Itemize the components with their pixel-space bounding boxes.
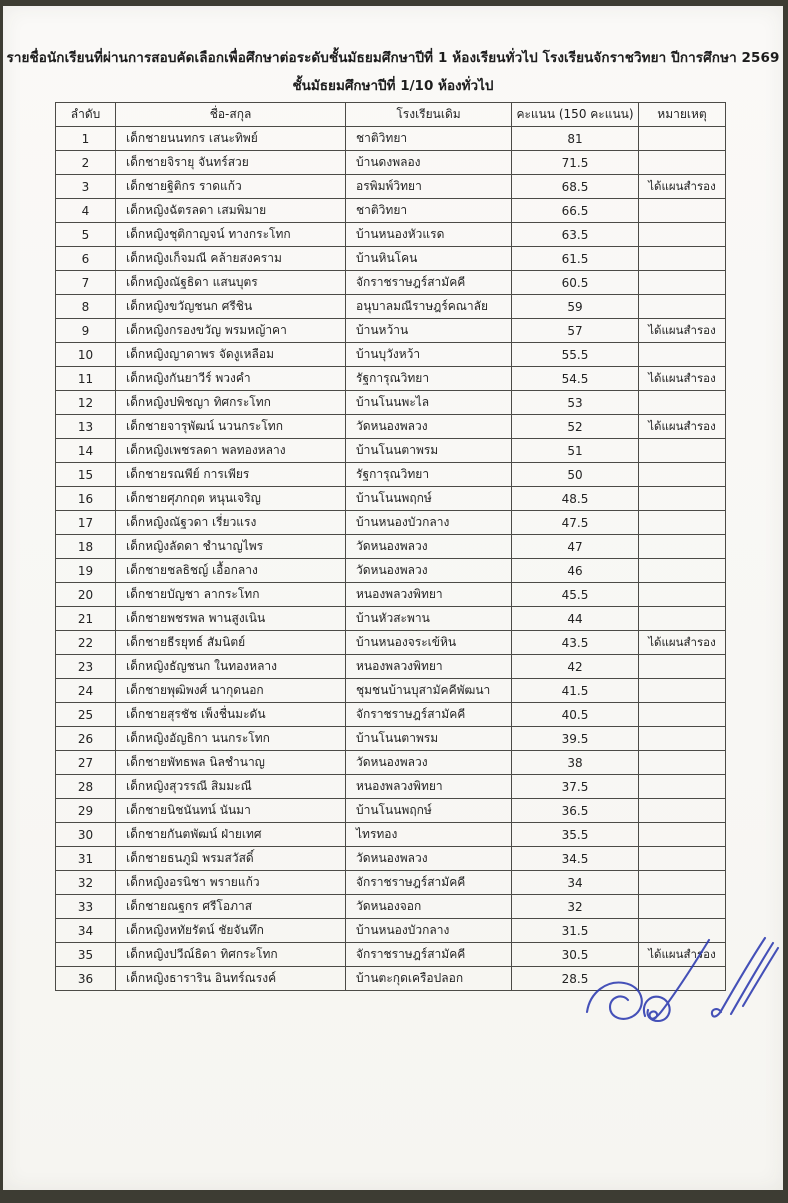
cell-school: บ้านโนนพฤกษ์ xyxy=(346,799,512,823)
table-row xyxy=(56,127,726,151)
cell-school: วัดหนองพลวง xyxy=(346,559,512,583)
cell-school: บ้านหนองบัวกลาง xyxy=(346,511,512,535)
cell-school: วัดหนองพลวง xyxy=(346,751,512,775)
cell-score: 34 xyxy=(512,871,639,895)
cell-score: 66.5 xyxy=(512,199,639,223)
cell-name: เด็กชายธีรยุทธ์ สัมนิตย์ xyxy=(116,631,346,655)
cell-school: หนองพลวงพิทยา xyxy=(346,775,512,799)
cell-score: 42 xyxy=(512,655,639,679)
cell-school: รัฐการุณวิทยา xyxy=(346,463,512,487)
cell-school: บ้านหินโคน xyxy=(346,247,512,271)
cell-remark: ได้แผนสำรอง xyxy=(639,415,726,439)
cell-name: เด็กหญิงอรนิชา พรายแก้ว xyxy=(116,871,346,895)
cell-no: 18 xyxy=(56,535,116,559)
table-row xyxy=(56,751,726,775)
cell-no: 28 xyxy=(56,775,116,799)
cell-remark xyxy=(639,727,726,751)
cell-school: จักราชราษฎร์สามัคคี xyxy=(346,871,512,895)
cell-name: เด็กชายศุภกฤต หนุนเจริญ xyxy=(116,487,346,511)
cell-no: 6 xyxy=(56,247,116,271)
cell-school: รัฐการุณวิทยา xyxy=(346,367,512,391)
table-row xyxy=(56,247,726,271)
cell-name: เด็กหญิงหทัยรัตน์ ชัยจันทึก xyxy=(116,919,346,943)
cell-no: 30 xyxy=(56,823,116,847)
cell-score: 60.5 xyxy=(512,271,639,295)
header-school: โรงเรียนเดิม xyxy=(346,103,512,127)
cell-name: เด็กชายจารุพัฒน์ นวนกระโทก xyxy=(116,415,346,439)
cell-no: 17 xyxy=(56,511,116,535)
cell-score: 54.5 xyxy=(512,367,639,391)
cell-school: จักราชราษฎร์สามัคคี xyxy=(346,703,512,727)
cell-no: 26 xyxy=(56,727,116,751)
cell-school: ชาติวิทยา xyxy=(346,127,512,151)
cell-remark xyxy=(639,559,726,583)
cell-no: 19 xyxy=(56,559,116,583)
table-row xyxy=(56,895,726,919)
table-row xyxy=(56,367,726,391)
cell-remark xyxy=(639,511,726,535)
cell-score: 53 xyxy=(512,391,639,415)
cell-school: วัดหนองพลวง xyxy=(346,535,512,559)
cell-name: เด็กหญิงลัดดา ชำนาญไพร xyxy=(116,535,346,559)
cell-name: เด็กหญิงชุติกาญจน์ ทางกระโทก xyxy=(116,223,346,247)
table-row xyxy=(56,319,726,343)
cell-remark xyxy=(639,343,726,367)
cell-remark xyxy=(639,583,726,607)
cell-remark xyxy=(639,847,726,871)
cell-no: 22 xyxy=(56,631,116,655)
cell-remark xyxy=(639,871,726,895)
cell-name: เด็กชายนนทกร เสนะทิพย์ xyxy=(116,127,346,151)
cell-no: 35 xyxy=(56,943,116,967)
table-row xyxy=(56,703,726,727)
cell-school: ชุมชนบ้านบุสามัคคีพัฒนา xyxy=(346,679,512,703)
cell-no: 5 xyxy=(56,223,116,247)
cell-school: หนองพลวงพิทยา xyxy=(346,655,512,679)
cell-score: 32 xyxy=(512,895,639,919)
cell-school: จักราชราษฎร์สามัคคี xyxy=(346,943,512,967)
cell-no: 11 xyxy=(56,367,116,391)
cell-no: 34 xyxy=(56,919,116,943)
cell-school: บ้านหัวสะพาน xyxy=(346,607,512,631)
cell-no: 36 xyxy=(56,967,116,991)
table-header-row xyxy=(56,103,726,127)
cell-school: วัดหนองพลวง xyxy=(346,847,512,871)
cell-no: 10 xyxy=(56,343,116,367)
cell-school: อนุบาลมณีราษฎร์คณาลัย xyxy=(346,295,512,319)
cell-remark xyxy=(639,439,726,463)
cell-school: บ้านดงพลอง xyxy=(346,151,512,175)
cell-name: เด็กหญิงอัญธิกา นนกระโทก xyxy=(116,727,346,751)
cell-name: เด็กหญิงขวัญชนก ศรีชิน xyxy=(116,295,346,319)
cell-score: 38 xyxy=(512,751,639,775)
cell-remark xyxy=(639,751,726,775)
table-row xyxy=(56,487,726,511)
cell-no: 1 xyxy=(56,127,116,151)
cell-name: เด็กหญิงสุวรรณี สิมมะณี xyxy=(116,775,346,799)
cell-school: บ้านหนองบัวกลาง xyxy=(346,919,512,943)
cell-no: 14 xyxy=(56,439,116,463)
table-row xyxy=(56,199,726,223)
table-row xyxy=(56,295,726,319)
cell-remark: ได้แผนสำรอง xyxy=(639,175,726,199)
cell-score: 51 xyxy=(512,439,639,463)
cell-score: 55.5 xyxy=(512,343,639,367)
table-row xyxy=(56,727,726,751)
cell-no: 33 xyxy=(56,895,116,919)
cell-score: 28.5 xyxy=(512,967,639,991)
cell-remark: ได้แผนสำรอง xyxy=(639,367,726,391)
table-row xyxy=(56,463,726,487)
table-row xyxy=(56,415,726,439)
cell-no: 25 xyxy=(56,703,116,727)
table-row xyxy=(56,439,726,463)
cell-remark xyxy=(639,535,726,559)
cell-name: เด็กหญิงปวีณ์ธิดา ทิศกระโทก xyxy=(116,943,346,967)
student-table xyxy=(55,102,726,991)
cell-score: 41.5 xyxy=(512,679,639,703)
cell-name: เด็กชายรณพีย์ การเพียร xyxy=(116,463,346,487)
cell-school: บ้านหว้าน xyxy=(346,319,512,343)
cell-remark xyxy=(639,919,726,943)
cell-name: เด็กหญิงฉัตรลดา เสมพิมาย xyxy=(116,199,346,223)
cell-score: 30.5 xyxy=(512,943,639,967)
cell-name: เด็กหญิงปพิชญา ทิศกระโทก xyxy=(116,391,346,415)
table-row xyxy=(56,775,726,799)
cell-score: 31.5 xyxy=(512,919,639,943)
table-row xyxy=(56,679,726,703)
cell-no: 20 xyxy=(56,583,116,607)
cell-no: 27 xyxy=(56,751,116,775)
header-no: ลำดับ xyxy=(56,103,116,127)
table-row xyxy=(56,511,726,535)
cell-name: เด็กหญิงธาราริน อินทร์ณรงค์ xyxy=(116,967,346,991)
table-row xyxy=(56,343,726,367)
cell-school: ชาติวิทยา xyxy=(346,199,512,223)
cell-no: 7 xyxy=(56,271,116,295)
cell-name: เด็กหญิงณัฐธิดา แสนบุตร xyxy=(116,271,346,295)
document-subtitle: ชั้นมัธยมศึกษาปีที่ 1/10 ห้องทั่วไป xyxy=(292,78,494,94)
cell-score: 52 xyxy=(512,415,639,439)
cell-remark: ได้แผนสำรอง xyxy=(639,943,726,967)
cell-name: เด็กหญิงญาดาพร จัดงูเหลือม xyxy=(116,343,346,367)
cell-school: บ้านโนนพะไล xyxy=(346,391,512,415)
header-score: คะแนน (150 คะแนน) xyxy=(512,103,639,127)
cell-score: 43.5 xyxy=(512,631,639,655)
cell-name: เด็กชายบัญชา ลากระโทก xyxy=(116,583,346,607)
cell-no: 8 xyxy=(56,295,116,319)
cell-no: 29 xyxy=(56,799,116,823)
cell-school: บ้านโนนตาพรม xyxy=(346,727,512,751)
cell-remark xyxy=(639,895,726,919)
cell-no: 3 xyxy=(56,175,116,199)
cell-name: เด็กหญิงธัญชนก ในทองหลาง xyxy=(116,655,346,679)
cell-no: 32 xyxy=(56,871,116,895)
cell-school: วัดหนองพลวง xyxy=(346,415,512,439)
cell-no: 24 xyxy=(56,679,116,703)
cell-no: 4 xyxy=(56,199,116,223)
cell-school: จักราชราษฎร์สามัคคี xyxy=(346,271,512,295)
cell-name: เด็กชายพัทธพล นิลชำนาญ xyxy=(116,751,346,775)
table-row xyxy=(56,391,726,415)
cell-score: 35.5 xyxy=(512,823,639,847)
table-row xyxy=(56,847,726,871)
cell-no: 13 xyxy=(56,415,116,439)
table-row xyxy=(56,151,726,175)
cell-name: เด็กชายจิรายุ จันทร์สวย xyxy=(116,151,346,175)
cell-school: บ้านหนองจระเข้หิน xyxy=(346,631,512,655)
table-row xyxy=(56,535,726,559)
table-row xyxy=(56,943,726,967)
cell-name: เด็กชายฐิติกร ราดแก้ว xyxy=(116,175,346,199)
cell-remark xyxy=(639,463,726,487)
cell-no: 31 xyxy=(56,847,116,871)
cell-name: เด็กชายกันตพัฒน์ ฝ่ายเทศ xyxy=(116,823,346,847)
table-row xyxy=(56,871,726,895)
header-remark: หมายเหตุ xyxy=(639,103,726,127)
cell-score: 71.5 xyxy=(512,151,639,175)
table-row xyxy=(56,583,726,607)
table-row xyxy=(56,799,726,823)
table-row xyxy=(56,223,726,247)
cell-score: 40.5 xyxy=(512,703,639,727)
cell-name: เด็กชายธนภูมิ พรมสวัสดิ์ xyxy=(116,847,346,871)
cell-score: 44 xyxy=(512,607,639,631)
cell-no: 2 xyxy=(56,151,116,175)
cell-remark xyxy=(639,799,726,823)
cell-score: 81 xyxy=(512,127,639,151)
cell-school: วัดหนองจอก xyxy=(346,895,512,919)
table-row xyxy=(56,631,726,655)
cell-school: บ้านโนนตาพรม xyxy=(346,439,512,463)
cell-name: เด็กหญิงกันยาวีร์ พวงคำ xyxy=(116,367,346,391)
table-row xyxy=(56,271,726,295)
cell-no: 15 xyxy=(56,463,116,487)
cell-school: บ้านตะกุดเครือปลอก xyxy=(346,967,512,991)
cell-score: 61.5 xyxy=(512,247,639,271)
cell-remark xyxy=(639,967,726,991)
cell-remark xyxy=(639,295,726,319)
cell-score: 63.5 xyxy=(512,223,639,247)
cell-remark xyxy=(639,823,726,847)
cell-name: เด็กหญิงเก็จมณี คล้ายสงคราม xyxy=(116,247,346,271)
cell-no: 21 xyxy=(56,607,116,631)
cell-school: ไทรทอง xyxy=(346,823,512,847)
cell-name: เด็กชายณฐกร ศรีโอภาส xyxy=(116,895,346,919)
cell-remark xyxy=(639,223,726,247)
cell-remark xyxy=(639,271,726,295)
table-row xyxy=(56,559,726,583)
cell-no: 9 xyxy=(56,319,116,343)
cell-school: อรพิมพ์วิทยา xyxy=(346,175,512,199)
cell-score: 57 xyxy=(512,319,639,343)
cell-school: บ้านหนองหัวแรด xyxy=(346,223,512,247)
document-title: รายชื่อนักเรียนที่ผ่านการสอบคัดเลือกเพื่อศึกษาต่อระดับชั้นมัธยมศึกษาปีที่ 1 ห้องเรียนทั่วไป โรงเรียนจักราชวิทยา ปีการศึกษา 2569 xyxy=(6,50,780,66)
cell-name: เด็กชายนิชนันทน์ นันมา xyxy=(116,799,346,823)
cell-remark xyxy=(639,199,726,223)
cell-name: เด็กชายพชรพล พานสูงเนิน xyxy=(116,607,346,631)
cell-remark xyxy=(639,679,726,703)
header-name: ชื่อ-สกุล xyxy=(116,103,346,127)
cell-name: เด็กชายชลธิชญ์ เอื้อกลาง xyxy=(116,559,346,583)
document-page xyxy=(3,6,783,1190)
cell-score: 46 xyxy=(512,559,639,583)
cell-score: 39.5 xyxy=(512,727,639,751)
table-body xyxy=(56,127,726,991)
table-row xyxy=(56,823,726,847)
cell-score: 45.5 xyxy=(512,583,639,607)
table-row xyxy=(56,967,726,991)
cell-no: 23 xyxy=(56,655,116,679)
cell-score: 47.5 xyxy=(512,511,639,535)
cell-name: เด็กหญิงกรองขวัญ พรมหญ้าคา xyxy=(116,319,346,343)
cell-name: เด็กชายสุรชัช เพ็งชื่นมะดัน xyxy=(116,703,346,727)
cell-remark xyxy=(639,127,726,151)
cell-score: 47 xyxy=(512,535,639,559)
cell-remark xyxy=(639,247,726,271)
cell-score: 37.5 xyxy=(512,775,639,799)
table-row xyxy=(56,655,726,679)
cell-score: 34.5 xyxy=(512,847,639,871)
cell-school: บ้านโนนพฤกษ์ xyxy=(346,487,512,511)
cell-remark xyxy=(639,487,726,511)
cell-score: 48.5 xyxy=(512,487,639,511)
table-row xyxy=(56,607,726,631)
cell-score: 59 xyxy=(512,295,639,319)
cell-remark xyxy=(639,151,726,175)
table-row xyxy=(56,175,726,199)
cell-score: 68.5 xyxy=(512,175,639,199)
cell-remark xyxy=(639,655,726,679)
cell-school: บ้านบุวังหว้า xyxy=(346,343,512,367)
cell-score: 36.5 xyxy=(512,799,639,823)
table-row xyxy=(56,919,726,943)
cell-name: เด็กหญิงณัฐวดา เรี่ยวแรง xyxy=(116,511,346,535)
cell-remark xyxy=(639,703,726,727)
cell-name: เด็กหญิงเพชรลดา พลทองหลาง xyxy=(116,439,346,463)
cell-no: 16 xyxy=(56,487,116,511)
cell-remark: ได้แผนสำรอง xyxy=(639,631,726,655)
cell-name: เด็กชายพุฒิพงศ์ นากุดนอก xyxy=(116,679,346,703)
cell-remark xyxy=(639,607,726,631)
cell-score: 50 xyxy=(512,463,639,487)
cell-school: หนองพลวงพิทยา xyxy=(346,583,512,607)
cell-remark xyxy=(639,391,726,415)
cell-remark: ได้แผนสำรอง xyxy=(639,319,726,343)
cell-remark xyxy=(639,775,726,799)
cell-no: 12 xyxy=(56,391,116,415)
